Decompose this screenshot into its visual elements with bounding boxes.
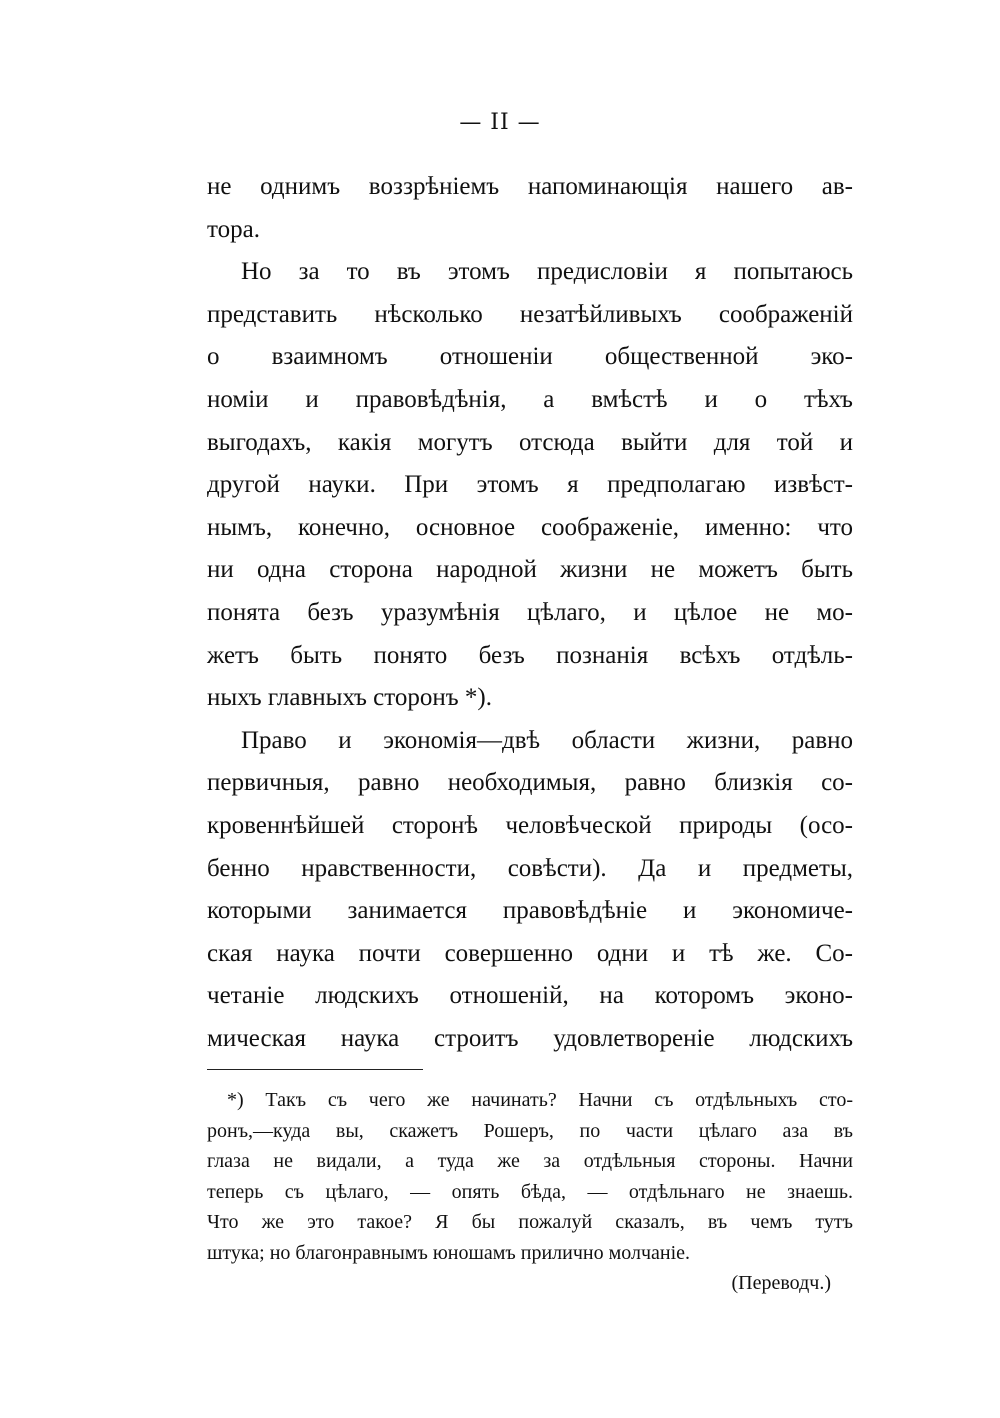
text-line: не однимъ воззрѣніемъ напоминающія нашего ав-	[207, 173, 853, 200]
text-line: Право и экономія—двѣ области жизни, равно	[241, 726, 853, 754]
text-line: нымъ, конечно, основное соображеніе, именно: что	[207, 513, 853, 541]
footnote-line: глаза не видали, а туда же за отдѣльныя стороны. Начни	[207, 1150, 853, 1172]
text-line: ни одна сторона народной жизни не можетъ быть	[207, 556, 853, 584]
text-line: кровеннѣйшей сторонѣ человѣческой природы (осо-	[207, 811, 853, 839]
footnote-line: штука; но благонравнымъ юношамъ прилично молчаніе.	[207, 1241, 691, 1264]
text-line: Но за то въ этомъ предисловіи я попытаюсь	[241, 258, 853, 286]
text-line: первичныя, равно необходимыя, равно близкія со-	[207, 769, 853, 797]
text-line: бенно нравственности, совѣсти). Да и предметы,	[207, 854, 853, 882]
text-line: номіи и правовѣдѣнія, а вмѣстѣ и о тѣхъ	[207, 385, 853, 413]
text-line: ныхъ главныхъ сторонъ *).	[207, 684, 492, 712]
text-line: другой науки. При этомъ я предполагаю извѣст-	[207, 471, 853, 499]
footnote-line: *) Такъ съ чего же начинать? Начни съ отдѣльныхъ сто-	[227, 1089, 853, 1111]
footnote-line: ронъ,—куда вы, скажетъ Рошеръ, по части цѣлаго аза въ	[207, 1119, 853, 1142]
page-number: — II —	[459, 110, 541, 135]
main-text	[207, 166, 853, 1060]
text-line: которыми занимается правовѣдѣніе и экономиче-	[207, 897, 853, 925]
text-line: понята безъ уразумѣнія цѣлаго, и цѣлое не мо-	[207, 598, 853, 626]
text-line: о взаимномъ отношеніи общественной эко-	[207, 343, 853, 371]
footnote-line: Что же это такое? Я бы пожалуй сказалъ, въ чемъ тутъ	[207, 1211, 853, 1233]
footnote-signature: (Переводч.)	[731, 1272, 831, 1294]
footnote	[207, 1085, 853, 1299]
text-line: представить нѣсколько незатѣйливыхъ соображеній	[207, 300, 853, 328]
text-line: выгодахъ, какія могутъ отсюда выйти для той и	[207, 428, 853, 456]
text-line: жетъ быть понято безъ познанія всѣхъ отдѣль-	[207, 641, 853, 669]
text-line: четаніе людскихъ отношеній, на которомъ эконо-	[207, 982, 853, 1010]
footnote-line: теперь съ цѣлаго, — опять бѣда, — отдѣльнаго не знаешь.	[207, 1180, 853, 1203]
text-line: мическая наука строитъ удовлетвореніе людскихъ	[207, 1024, 853, 1052]
footnote-separator	[207, 1069, 423, 1070]
text-line: тора.	[207, 215, 260, 243]
text-line: ская наука почти совершенно одни и тѣ же. Со-	[207, 939, 853, 967]
